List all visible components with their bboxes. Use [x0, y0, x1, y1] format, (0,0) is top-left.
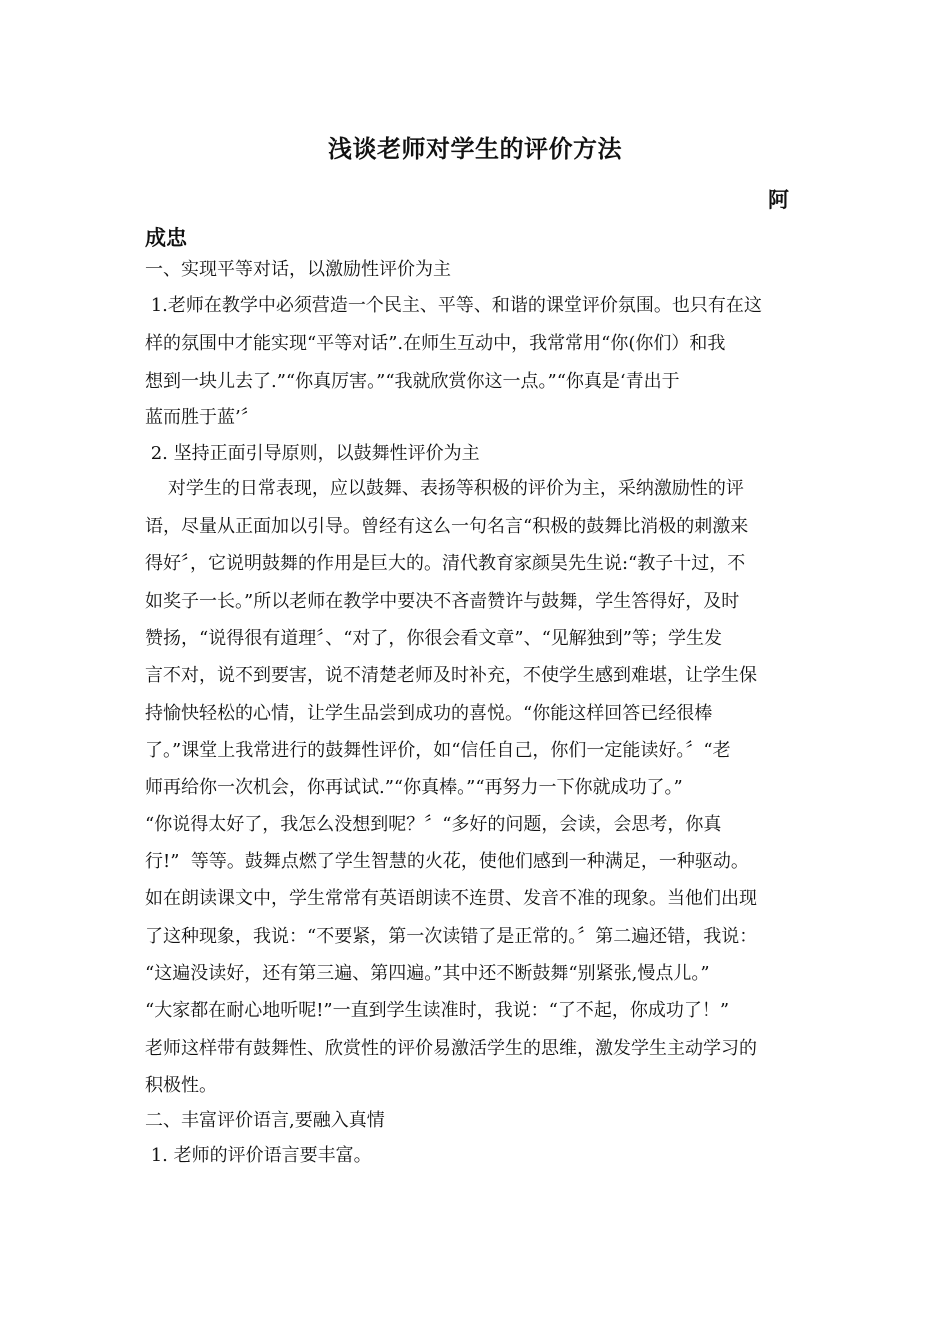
body-line: “你说得太好了，我怎么没想到呢？〞“多好的问题，会读，会思考，你真	[145, 814, 722, 835]
body-line: 老师这样带有鼓舞性、欣赏性的评价易激活学生的思维，激发学生主动学习的	[145, 1038, 757, 1059]
body-line: 了这种现象，我说：“不要紧，第一次读错了是正常的。〞第二遍还错，我说：	[145, 926, 758, 947]
body-line: 如在朗读课文中，学生常常有英语朗读不连贯、发音不准的现象。当他们出现	[145, 888, 757, 909]
body-line: 师再给你一次机会，你再试试.”“你真棒。”“再努力一下你就成功了。”	[145, 777, 683, 798]
subsection-heading-1: 1. 老师的评价语言要丰富。	[145, 1145, 372, 1166]
body-line: 行!” 等等。鼓舞点燃了学生智慧的火花，使他们感到一种满足，一种驱动。	[145, 851, 749, 872]
section-heading-2: 二、丰富评价语言,要融入真情	[145, 1110, 385, 1131]
body-line: 赞扬，“说得很有道理〞、“对了，你很会看文章”、“见解独到”等；学生发	[145, 628, 723, 649]
body-line: 对学生的日常表现，应以鼓舞、表扬等积极的评价为主，采纳激励性的评	[145, 478, 744, 499]
body-line: 想到一块儿去了.”“你真厉害。”“我就欣赏你这一点。”“你真是‘青出于	[145, 371, 680, 392]
body-line: 持愉快轻松的心情，让学生品尝到成功的喜悦。“你能这样回答已经很棒	[145, 703, 713, 724]
author-name-part1: 阿	[768, 188, 789, 212]
body-line: 如奖子一长。”所以老师在教学中要决不吝啬赞许与鼓舞，学生答得好，及时	[145, 591, 740, 612]
document-title: 浅谈老师对学生的评价方法	[328, 135, 622, 163]
body-line: “大家都在耐心地听呢!”一直到学生读准时，我说：“了不起，你成功了！”	[145, 1000, 730, 1021]
body-line: 言不对，说不到要害，说不清楚老师及时补充，不使学生感到难堪，让学生保	[145, 665, 757, 686]
section-heading-1: 一、实现平等对话，以激励性评价为主	[145, 259, 451, 280]
body-line: 积极性。	[145, 1075, 217, 1096]
body-line: 了。”课堂上我常进行的鼓舞性评价，如“信任自己，你们一定能读好。〞“老	[145, 740, 731, 761]
body-line: “这遍没读好，还有第三遍、第四遍。”其中还不断鼓舞“别紧张,慢点儿。”	[145, 963, 710, 984]
body-line: 样的氛围中才能实现“平等对话”.在师生互动中，我常常用“你(你们）和我	[145, 333, 726, 354]
body-line: 得好〞，它说明鼓舞的作用是巨大的。清代教育家颜昊先生说:“教子十过，不	[145, 553, 746, 574]
body-line: 语，尽量从正面加以引导。曾经有这么一句名言“积极的鼓舞比消极的刺激来	[145, 516, 749, 537]
author-name-part2: 成忠	[145, 226, 187, 250]
body-line: 1.老师在教学中必须营造一个民主、平等、和谐的课堂评价氛围。也只有在这	[145, 295, 762, 316]
body-line: 蓝而胜于蓝’〞	[145, 407, 259, 428]
subsection-heading-2: 2. 坚持正面引导原则，以鼓舞性评价为主	[145, 443, 480, 464]
